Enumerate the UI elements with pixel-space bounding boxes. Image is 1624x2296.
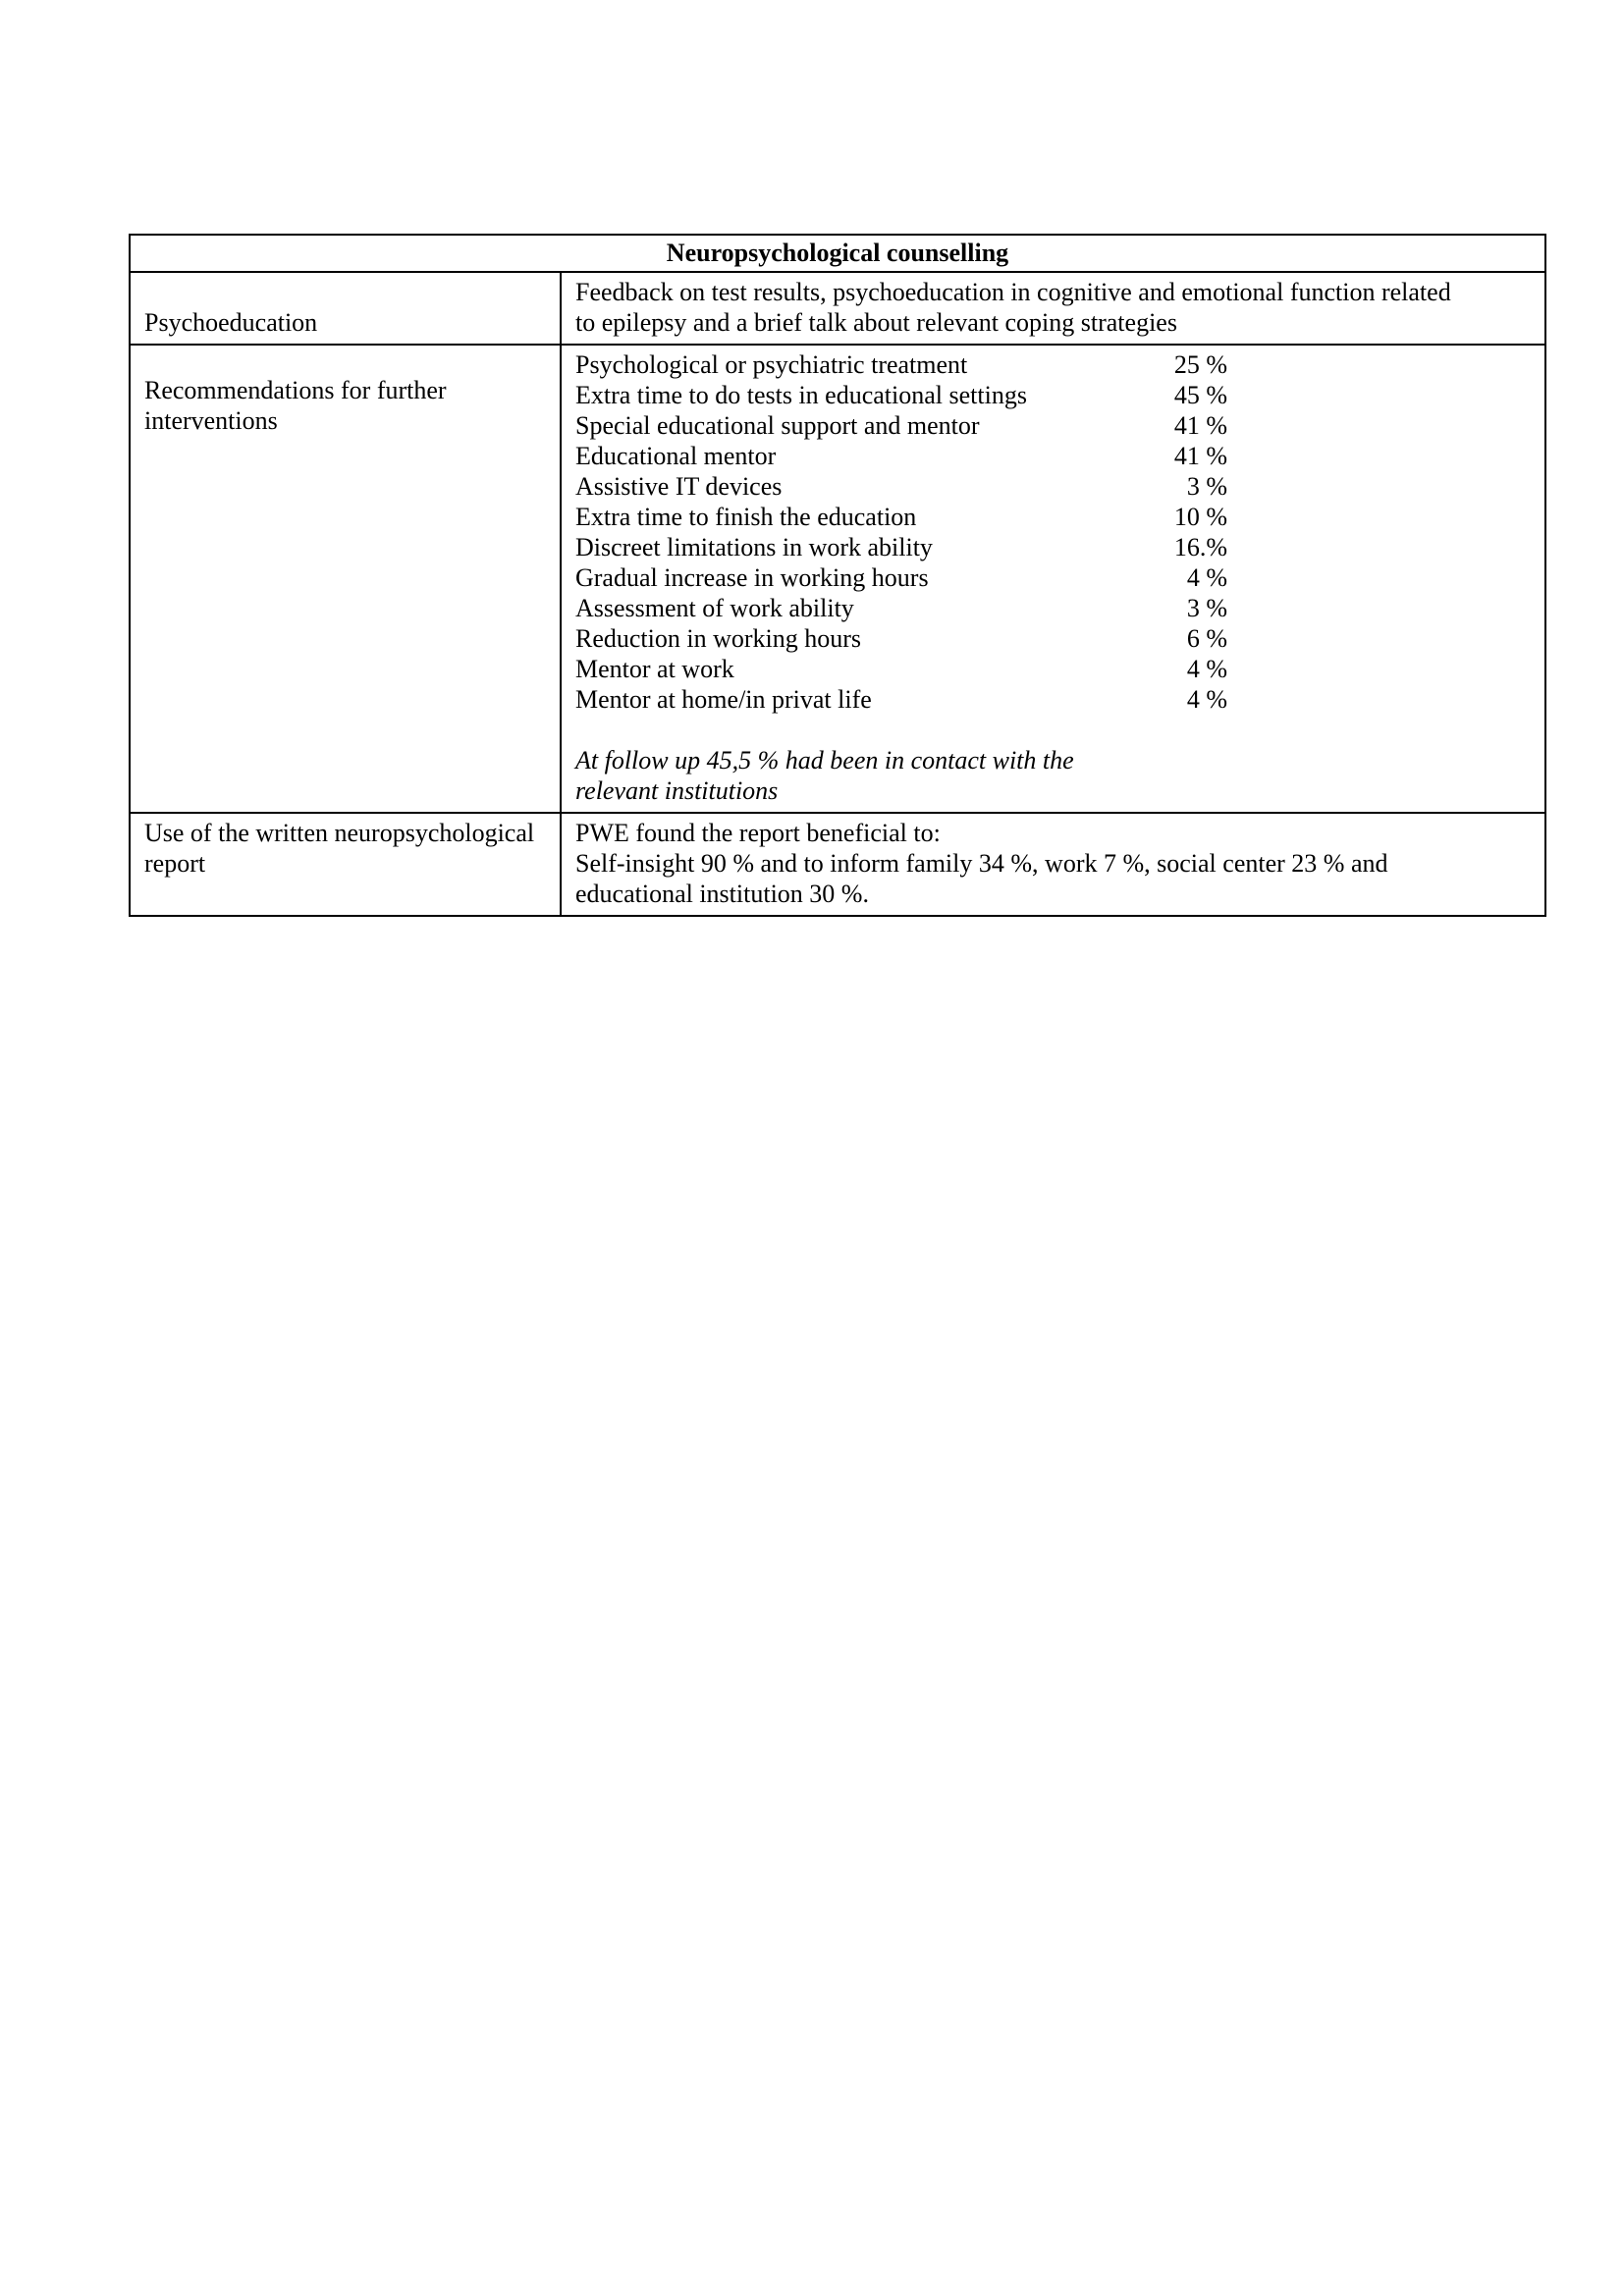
intervention-item (575, 471, 1227, 502)
intervention-item (575, 562, 1227, 593)
intervention-name: Educational mentor (575, 442, 777, 470)
intervention-percentage: 4 % (1186, 563, 1227, 592)
row-label-psychoeducation: Psychoeducation (131, 273, 562, 344)
intervention-item (575, 502, 1227, 532)
intervention-percentage: 45 % (1173, 381, 1227, 409)
intervention-item (575, 623, 1227, 654)
row-content-report-use (562, 814, 1544, 915)
intervention-item (575, 654, 1227, 684)
intervention-percentage: 16.% (1173, 533, 1227, 561)
intervention-name: Discreet limitations in work ability (575, 533, 933, 561)
intervention-name: Psychological or psychiatric treatment (575, 350, 968, 379)
report-line: PWE found the report beneficial to: (575, 819, 941, 847)
intervention-name: Assistive IT devices (575, 472, 783, 501)
intervention-percentage: 3 % (1186, 594, 1227, 622)
intervention-name: Extra time to finish the education (575, 503, 917, 531)
table-row-report-use (131, 812, 1544, 915)
row-label-recommendations: Recommendations for further interventions (131, 346, 562, 812)
row-content-recommendations (562, 346, 1544, 812)
table-row-recommendations (131, 344, 1544, 812)
intervention-percentage: 4 % (1186, 685, 1227, 714)
intervention-name: Extra time to do tests in educational settings (575, 381, 1027, 409)
note-line: relevant institutions (575, 776, 779, 805)
neuropsychological-counselling-table (129, 234, 1546, 917)
intervention-percentage: 41 % (1173, 411, 1227, 440)
intervention-name: Assessment of work ability (575, 594, 854, 622)
description-line: to epilepsy and a brief talk about relevant coping strategies (575, 308, 1177, 337)
intervention-name: Mentor at work (575, 655, 734, 683)
intervention-item (575, 532, 1227, 562)
intervention-item (575, 380, 1227, 410)
intervention-percentage: 6 % (1186, 624, 1227, 653)
note-line: At follow up 45,5 % had been in contact with the (575, 746, 1074, 774)
intervention-item (575, 410, 1227, 441)
intervention-percentage: 41 % (1173, 442, 1227, 470)
intervention-name: Gradual increase in working hours (575, 563, 929, 592)
intervention-name: Special educational support and mentor (575, 411, 980, 440)
row-content-psychoeducation (562, 273, 1544, 344)
intervention-item (575, 684, 1227, 715)
follow-up-note (575, 745, 1531, 806)
intervention-percentage: 4 % (1186, 655, 1227, 683)
intervention-name: Reduction in working hours (575, 624, 862, 653)
description-line: Feedback on test results, psychoeducation in cognitive and emotional function related (575, 278, 1451, 306)
intervention-item (575, 349, 1227, 380)
row-label-report-use: Use of the written neuropsychological report (131, 814, 562, 915)
intervention-percentage: 10 % (1173, 503, 1227, 531)
intervention-percentage: 25 % (1173, 350, 1227, 379)
intervention-name: Mentor at home/in privat life (575, 685, 872, 714)
report-line: Self-insight 90 % and to inform family 34 %, work 7 %, social center 23 % and (575, 849, 1388, 878)
intervention-item (575, 441, 1227, 471)
table-title: Neuropsychological counselling (666, 239, 1009, 267)
intervention-percentage: 3 % (1186, 472, 1227, 501)
report-line: educational institution 30 %. (575, 880, 869, 908)
table-row-psychoeducation (131, 271, 1544, 344)
blank-line (575, 715, 1531, 745)
intervention-item (575, 593, 1227, 623)
